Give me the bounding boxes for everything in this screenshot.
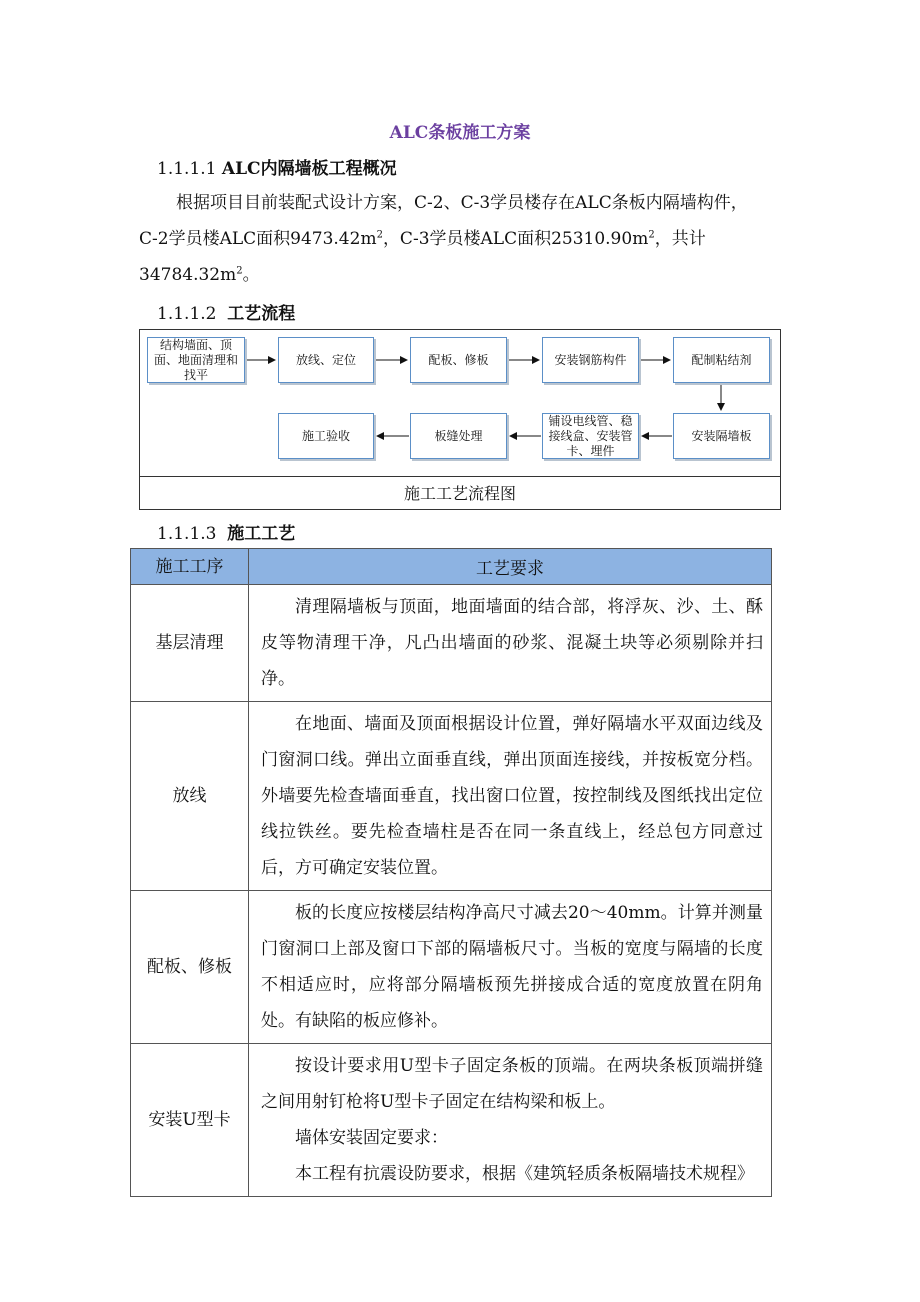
process-requirements: 板的长度应按楼层结构净高尺寸减去20～40mm。计算并测量门窗洞口上部及窗口下部的隔墙板尺寸。当板的宽度与隔墙的长度不相适应时，应将部分隔墙板预先拼接成合适的宽度放置在阴角处。有缺陷的板应修补。 <box>249 891 772 1044</box>
flow-step-panel-prep: 配板、修板 <box>410 337 507 383</box>
section-heading-overview <box>157 154 397 179</box>
section-heading-flow <box>157 299 295 324</box>
section-number: 1.1.1.1 <box>157 159 217 179</box>
flow-step-layout: 放线、定位 <box>278 337 374 383</box>
process-name: 放线 <box>131 702 249 891</box>
section-number: 1.1.1.3 <box>157 524 217 544</box>
flow-step-install-panel: 安装隔墙板 <box>673 413 770 459</box>
flow-step-cleaning: 结构墙面、顶面、地面清理和找平 <box>147 337 245 383</box>
document-title: ALC条板施工方案 <box>389 123 531 143</box>
table-row <box>131 702 772 891</box>
header-requirements: 工艺要求 <box>249 549 772 585</box>
process-requirements: 在地面、墙面及顶面根据设计位置，弹好隔墙水平双面边线及门窗洞口线。弹出立面垂直线，弹出顶面连接线，并按板宽分档。外墙要先检查墙面垂直，找出窗口位置，按控制线及图纸找出定位线拉铁丝。要先检查墙柱是否在同一条直线上，经总包方同意过后，方可确定安装位置。 <box>249 702 772 891</box>
process-requirements: 按设计要求用U型卡子固定条板的顶端。在两块条板顶端拼缝之间用射钉枪将U型卡子固定在结构梁和板上。 墙体安装固定要求： 本工程有抗震设防要求，根据《建筑轻质条板隔墙技术规程》 <box>249 1044 772 1197</box>
overview-line-1: 根据项目目前装配式设计方案，C-2、C-3学员楼存在ALC条板内隔墙构件， <box>176 193 748 213</box>
flow-step-conduit: 铺设电线管、稳接线盒、安装管卡、埋件 <box>542 413 639 459</box>
table-header-row <box>131 549 772 585</box>
table-row <box>131 585 772 702</box>
table-row <box>131 891 772 1044</box>
section-title: 工艺流程 <box>227 304 296 324</box>
process-requirements: 清理隔墙板与顶面，地面墙面的结合部，将浮灰、沙、土、酥皮等物清理干净，凡凸出墙面的砂浆、混凝土块等必须剔除并扫净。 <box>249 585 772 702</box>
flow-step-acceptance: 施工验收 <box>278 413 374 459</box>
flow-step-adhesive: 配制粘结剂 <box>673 337 770 383</box>
header-process: 施工工序 <box>131 549 249 585</box>
section-title: 施工工艺 <box>227 524 296 544</box>
flow-step-rebar: 安装钢筋构件 <box>542 337 639 383</box>
section-number: 1.1.1.2 <box>157 304 217 324</box>
flow-step-joints: 板缝处理 <box>410 413 507 459</box>
process-table <box>130 548 772 1197</box>
process-name: 安装U型卡 <box>131 1044 249 1197</box>
flowchart-caption: 施工工艺流程图 <box>139 476 781 510</box>
process-name: 配板、修板 <box>131 891 249 1044</box>
section-title: ALC内隔墙板工程概况 <box>221 159 397 179</box>
overview-line-3: $34784.32m^2$。 <box>139 265 260 285</box>
process-name: 基层清理 <box>131 585 249 702</box>
section-heading-process <box>157 519 295 544</box>
overview-line-2: C-2学员楼ALC面积$9473.42m^2$，C-3学员楼ALC面积$25310.90m^2$，共计 <box>139 229 706 249</box>
table-row <box>131 1044 772 1197</box>
